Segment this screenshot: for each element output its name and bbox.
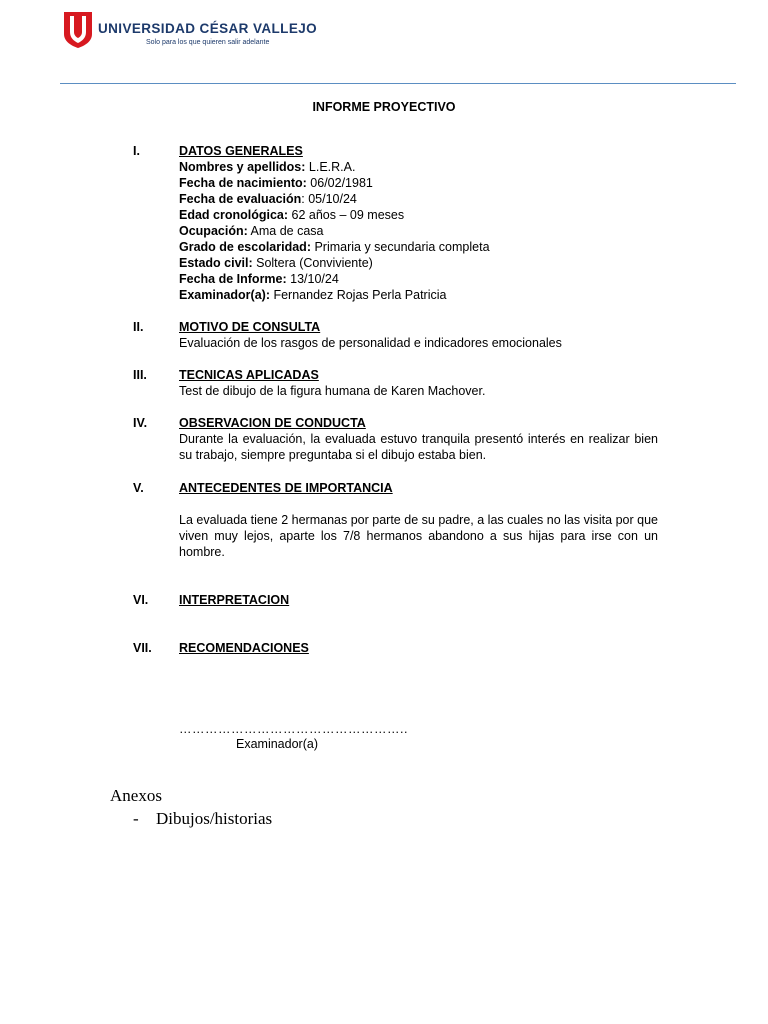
- field-fecha-evaluacion: Fecha de evaluación: 05/10/24: [179, 192, 357, 206]
- field-estado-civil: Estado civil: Soltera (Conviviente): [179, 256, 373, 270]
- field-fecha-informe: Fecha de Informe: 13/10/24: [179, 272, 339, 286]
- signature-label: Examinador(a): [236, 737, 318, 751]
- section-recomendaciones: [133, 640, 658, 656]
- university-tagline: Solo para los que quieren salir adelante: [146, 39, 270, 46]
- section-number: II.: [133, 320, 144, 334]
- field-ocupacion: Ocupación: Ama de casa: [179, 224, 324, 238]
- field-escolaridad: Grado de escolaridad: Primaria y secundaria completa: [179, 240, 490, 254]
- section-motivo-consulta: [133, 319, 658, 351]
- annex-item: [133, 809, 272, 829]
- section-number: I.: [133, 144, 140, 158]
- list-dash: -: [133, 809, 139, 828]
- field-edad: Edad cronológica: 62 años – 09 meses: [179, 208, 405, 222]
- section-text: Durante la evaluación, la evaluada estuvo tranquila presentó interés en realizar bien su trabajo, siempre preguntaba si el dibujo estaba bien.: [179, 432, 658, 462]
- section-number: VI.: [133, 593, 149, 607]
- section-observacion-conducta: [133, 415, 658, 463]
- section-number: IV.: [133, 416, 148, 430]
- section-number: VII.: [133, 641, 152, 655]
- field-nombres: Nombres y apellidos: L.E.R.A.: [179, 160, 356, 174]
- section-heading: INTERPRETACION: [179, 593, 290, 607]
- section-number: V.: [133, 481, 144, 495]
- section-heading: MOTIVO DE CONSULTA: [179, 320, 321, 334]
- section-heading: DATOS GENERALES: [179, 144, 303, 158]
- section-heading: TECNICAS APLICADAS: [179, 368, 319, 382]
- section-text: Evaluación de los rasgos de personalidad e indicadores emocionales: [179, 336, 562, 350]
- university-name: UNIVERSIDAD CÉSAR VALLEJO: [98, 21, 318, 36]
- section-heading: RECOMENDACIONES: [179, 641, 309, 655]
- annexes-title: Anexos: [110, 786, 162, 805]
- section-interpretacion: [133, 592, 658, 608]
- section-heading: OBSERVACION DE CONDUCTA: [179, 416, 366, 430]
- university-logo: [64, 10, 318, 50]
- section-heading: ANTECEDENTES DE IMPORTANCIA: [179, 481, 393, 495]
- section-tecnicas-aplicadas: [133, 367, 658, 399]
- university-shield-icon: [64, 12, 92, 48]
- field-examinador: Examinador(a): Fernandez Rojas Perla Patricia: [179, 288, 447, 302]
- section-text: Test de dibujo de la figura humana de Karen Machover.: [179, 384, 486, 398]
- section-text: La evaluada tiene 2 hermanas por parte de su padre, a las cuales no las visita por que viven muy lejos, aparte los 7/8 hermanos abandono a sus hijas para irse con un hombre.: [179, 513, 658, 559]
- section-number: III.: [133, 368, 147, 382]
- section-datos-generales: [133, 143, 658, 303]
- section-antecedentes: [133, 480, 658, 560]
- document-title: INFORME PROYECTIVO: [312, 100, 456, 114]
- signature-line: ……………………………………………..: [179, 722, 408, 736]
- field-fecha-nacimiento: Fecha de nacimiento: 06/02/1981: [179, 176, 373, 190]
- header-divider: [60, 83, 736, 84]
- annex-item-label: Dibujos/historias: [156, 809, 273, 828]
